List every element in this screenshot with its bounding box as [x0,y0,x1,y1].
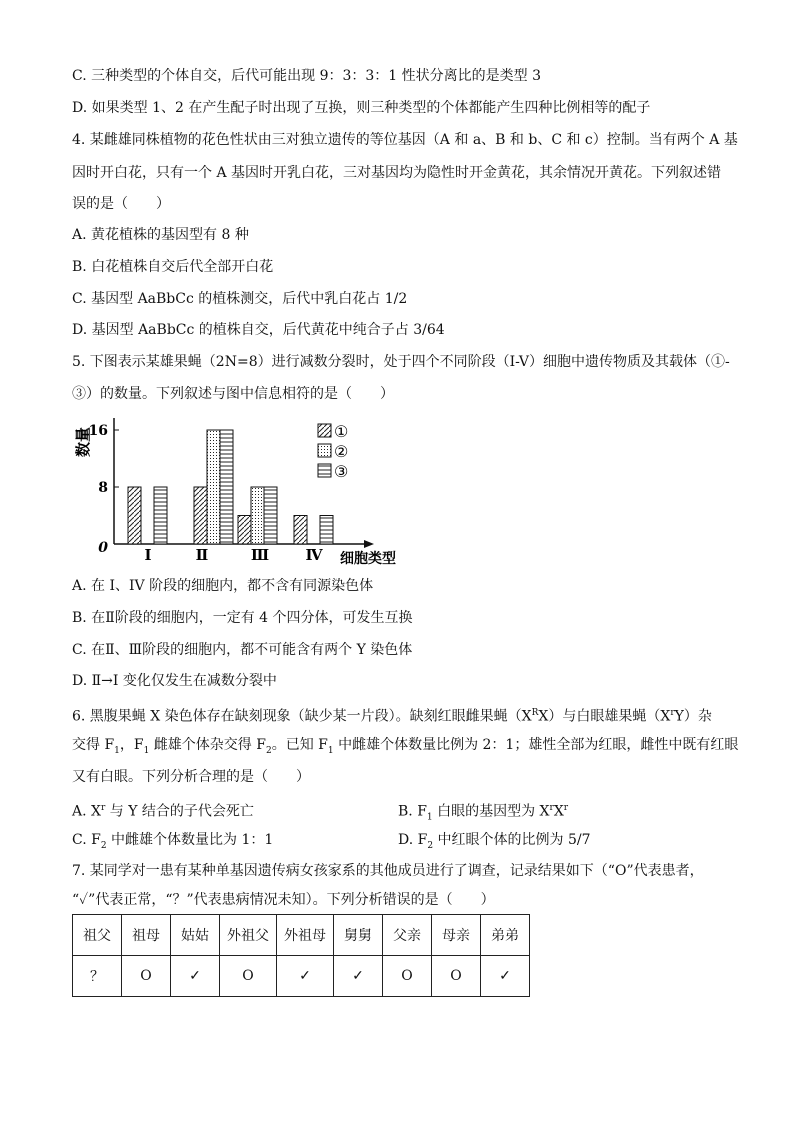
table-header-cell: 弟弟 [481,915,530,956]
q4-option-a: A. 黄花植株的基因型有 8 种 [72,227,249,243]
sub-1: 1 [327,745,334,756]
q6a-text: A. X [72,803,101,820]
chart-marks [128,430,333,544]
table-cell: ✓ [171,956,220,997]
legend-swatch-1 [318,424,331,437]
q6b-text: X [553,803,564,820]
q6-option-c [72,830,273,856]
sub-1: 1 [426,812,433,823]
sub-2: 2 [265,745,272,756]
bar-4-series-1 [294,516,307,545]
sub-2: 2 [427,840,434,851]
q6-text: 。已知 F [271,737,328,753]
q6-stem-line2 [72,735,738,761]
bar-3-series-1 [238,516,251,545]
q6d-text: D. F [398,832,428,848]
q6d-text: 中红眼个体的比例为 5/7 [433,832,591,848]
x-tick-label: Ⅰ [144,546,152,564]
bar-1-series-1 [128,487,141,544]
q5-stem-line1: 5. 下图表示某雄果蝇（2N=8）进行减数分裂时，处于四个不同阶段（I-V）细胞中遗传物质及其载体（①- [72,354,730,370]
q6-text: Y）杂 [674,708,712,725]
q5-stem-line2: ③）的数量。下列叙述与图中信息相符的是（ ） [72,386,394,402]
chart-categories [144,546,323,564]
table-cell: O [383,956,432,997]
legend-swatch-3 [318,464,331,477]
sup-r-lower: r [563,803,569,813]
bar-1-series-3 [154,487,167,544]
table-value-row [73,956,530,997]
sup-r-lower: r [670,708,675,718]
q5-option-d: D. Ⅱ→I 变化仅发生在减数分裂中 [72,673,277,689]
sup-r: R [531,708,539,718]
table-cell: ？ [73,956,122,997]
legend-label-3: ③ [334,462,349,481]
bar-3-series-3 [264,487,277,544]
q6c-text: 中雌雄个体数量比为 1：1 [106,832,274,848]
y-tick-label: 16 [88,423,108,439]
x-tick-label: Ⅳ [305,546,323,564]
table-header-row [73,915,530,956]
table-header-cell: 外祖母 [277,915,334,956]
q5-option-c: C. 在Ⅱ、Ⅲ阶段的细胞内，都不可能含有两个 Y 染色体 [72,642,413,658]
q7-stem-line2: “✓”代表正常，“？”代表患病情况未知）。下列分析错误的是（ ） [72,892,495,908]
x-tick-label: Ⅱ [195,546,209,564]
q6a-text: 与 Y 结合的子代会死亡 [105,803,254,820]
q6-option-b [398,798,568,827]
q6-text: 雌雄个体杂交得 F [149,737,266,753]
table-header-cell: 祖父 [73,915,122,956]
q4-stem-line1: 4. 某雌雄同株植物的花色性状由三对独立遗传的等位基因（A 和 a、B 和 b、C 和 c）控制。当有两个 A 基 [72,132,738,148]
q6-text: 中雌雄个体数量比例为 2：1；雄性全部为红眼，雌性中既有红眼 [333,737,739,753]
q6-text: 6. 黑腹果蝇 X 染色体存在缺刻现象（缺少某一片段）。缺刻红眼雌果蝇（X [72,708,532,725]
y-tick-label: 8 [98,480,108,496]
sup-r-lower: r [100,803,106,813]
q4-stem-line3: 误的是（ ） [72,196,170,212]
q6-option-d [398,830,591,856]
pedigree-table [72,914,530,997]
table-cell: O [220,956,277,997]
sup-r-lower: r [549,803,554,813]
q6-stem-line1 [72,703,712,727]
bar-2-series-3 [220,430,233,544]
q7-stem-line1: 7. 某同学对一患有某种单基因遗传病女孩家系的其他成员进行了调查，记录结果如下（“O”代表患者， [72,863,704,879]
y-axis-label: 数量 [74,426,92,458]
legend-label-2: ② [334,442,349,461]
q6c-text: C. F [72,832,101,848]
table-cell: ✓ [277,956,334,997]
x-axis-label: 细胞类型 [340,551,396,567]
chart-legend [318,422,348,481]
q4-option-c: C. 基因型 AaBbCc 的植株测交，后代中乳白花占 1/2 [72,291,408,307]
y-tick-label: 0 [98,540,108,556]
table-header-cell: 父亲 [383,915,432,956]
q3-option-c: C. 三种类型的个体自交，后代可能出现 9：3：3：1 性状分离比的是类型 3 [72,68,541,84]
bar-4-series-3 [320,516,333,545]
sub-2: 2 [100,840,107,851]
q6-text: X）与白眼雄果蝇（X [538,708,671,725]
table-header-cell: 外祖父 [220,915,277,956]
sub-1: 1 [114,745,120,756]
q6-text: 交得 F [72,737,115,753]
table-header-cell: 舅舅 [334,915,383,956]
q5-option-b: B. 在Ⅱ阶段的细胞内，一定有 4 个四分体，可发生互换 [72,610,413,626]
q6b-text: 白眼的基因型为 X [432,803,550,820]
q4-option-d: D. 基因型 AaBbCc 的植株自交，后代黄花中纯合子占 3/64 [72,322,445,338]
table-header-cell: 母亲 [432,915,481,956]
q3-option-d: D. 如果类型 1、2 在产生配子时出现了互换，则三种类型的个体都能产生四种比例相等的配子 [72,100,651,116]
q4-stem-line2: 因时开白花，只有一个 A 基因时开乳白花，三对基因均为隐性时开金黄花，其余情况开黄花。下列叙述错 [72,165,722,181]
sub-1: 1 [143,745,150,756]
table-cell: O [122,956,171,997]
q6-text: ，F [119,737,144,753]
x-tick-label: Ⅲ [250,546,270,564]
legend-label-1: ① [334,422,349,441]
table-header-cell: 祖母 [122,915,171,956]
legend-swatch-2 [318,444,331,457]
table-cell: ✓ [481,956,530,997]
q6-option-a [72,798,254,822]
table-cell: O [432,956,481,997]
q6b-text: B. F [398,803,427,820]
bar-chart [74,412,414,572]
table-header-cell: 姑姑 [171,915,220,956]
table-cell: ✓ [334,956,383,997]
bar-2-series-1 [194,487,207,544]
bar-2-series-2 [207,430,220,544]
q4-option-b: B. 白花植株自交后代全部开白花 [72,259,274,275]
x-axis-arrow [364,540,374,548]
q5-option-a: A. 在 I、IV 阶段的细胞内，都不含有同源染色体 [72,578,374,594]
bar-3-series-2 [251,487,264,544]
q6-stem-line3: 又有白眼。下列分析合理的是（ ） [72,769,310,785]
